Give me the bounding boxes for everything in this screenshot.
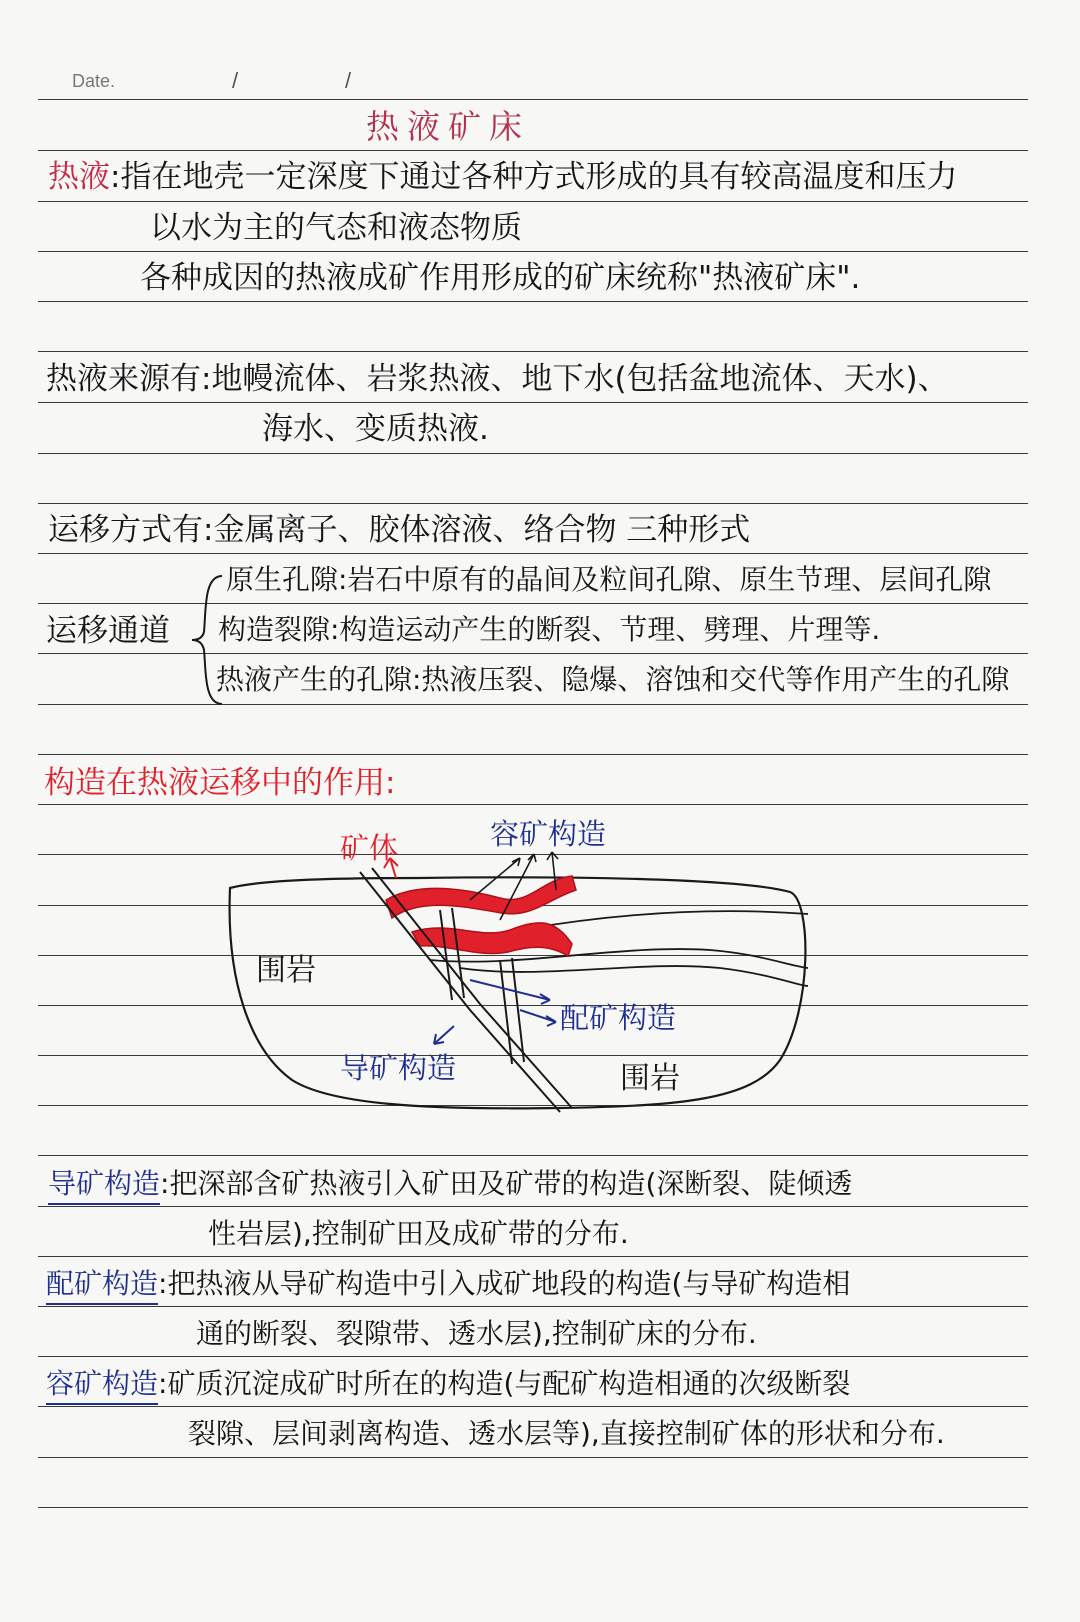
term-distributing: 配矿构造 [46,1267,158,1305]
definition-host-line-1: 容矿构造:矿质沉淀成矿时所在的构造(与配矿构造相通的次级断裂 [46,1370,850,1398]
stratum-line [520,911,808,930]
arrow-icon [434,1026,454,1044]
diagram-label-wallrock: 围岩 [256,953,316,988]
ore-body [386,876,576,918]
term-host: 容矿构造 [46,1367,158,1405]
arrow-icon [470,980,550,1004]
channel-item: 热液产生的孔隙:热液压裂、隐爆、溶蚀和交代等作用产生的孔隙 [216,663,1010,696]
definition-distributing-line-2: 通的断裂、裂隙带、透水层),控制矿床的分布. [196,1317,757,1350]
date-separator: / [345,68,352,93]
diagram-label-host-structure: 容矿构造 [490,817,607,851]
definition-term: 热液 [48,159,110,195]
date-separator: / [232,68,239,93]
channel-item: 原生孔隙:岩石中原有的晶间及粒间孔隙、原生节理、层间孔隙 [226,563,992,596]
structure-role-heading: 构造在热液运移中的作用: [44,765,396,801]
arrow-icon [520,1010,556,1026]
diagram-label-distributing: 配矿构造 [560,1001,677,1035]
transport-line: 运移方式有:金属离子、胶体溶液、络合物 三种形式 [48,512,751,548]
definition-line-2: 以水为主的气态和液态物质 [150,210,522,246]
ore-body [412,923,572,956]
definition-conduit-line-1: 导矿构造:把深部含矿热液引入矿田及矿带的构造(深断裂、陡倾透 [48,1170,852,1198]
fault-line [452,908,464,998]
sources-line-1: 热液来源有:地幔流体、岩浆热液、地下水(包括盆地流体、天水)、 [46,361,949,397]
date-label: Date. [72,71,116,91]
definition-text: :指在地壳一定深度下通过各种方式形成的具有较高温度和压力 [110,159,958,195]
definition-line-3: 各种成因的热液成矿作用形成的矿床统称"热液矿床". [140,260,861,296]
channel-item: 构造裂隙:构造运动产生的断裂、节理、劈理、片理等. [218,613,881,646]
definition-conduit-line-2: 性岩层),控制矿田及成矿带的分布. [208,1217,629,1250]
term-conduit: 导矿构造 [48,1167,160,1205]
stratum-line [460,966,808,986]
diagram-label-orebody: 矿体 [340,831,399,865]
sources-line-2: 海水、变质热液. [262,411,489,447]
fault-line [500,960,512,1064]
diagram-label-wallrock: 围岩 [620,1061,680,1096]
channels-label: 运移通道 [46,613,170,649]
page-title: 热液矿床 [366,107,530,146]
arrow-icon [470,858,520,900]
diagram-label-conduit: 导矿构造 [340,1051,457,1085]
definition-distributing-line-1: 配矿构造:把热液从导矿构造中引入成矿地段的构造(与导矿构造相 [46,1270,850,1298]
definition-host-line-2: 裂隙、层间剥离构造、透水层等),直接控制矿体的形状和分布. [188,1417,945,1450]
